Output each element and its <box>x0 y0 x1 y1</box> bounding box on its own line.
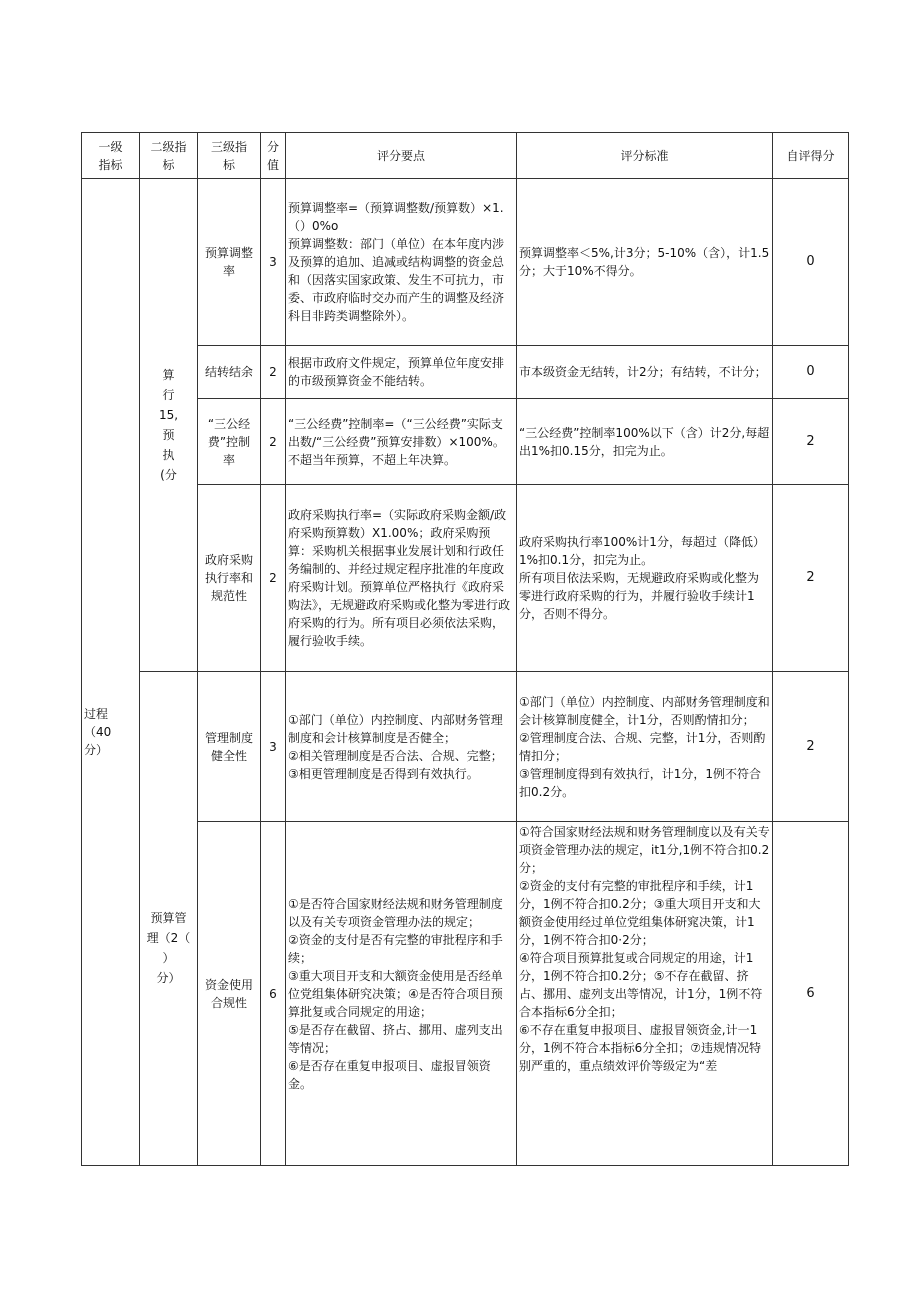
header-self-score: 自评得分 <box>773 133 849 179</box>
standard-cell: 预算调整率＜5%,计3分；5-10%（含），计1.5分；大于10%不得分。 <box>517 179 773 346</box>
table-row <box>82 346 849 399</box>
standard-cell: 市本级资金无结转，计2分；有结转，不计分； <box>517 346 773 399</box>
level2-cell-execution: 算 行 15, 预 执 (分 <box>140 179 198 672</box>
header-points: 评分要点 <box>286 133 517 179</box>
table-row <box>82 485 849 672</box>
score-cell: 6 <box>261 822 286 1166</box>
self-score-cell: 0 <box>773 179 849 346</box>
score-cell: 3 <box>261 179 286 346</box>
score-cell: 3 <box>261 672 286 822</box>
evaluation-table <box>81 132 849 1166</box>
header-level1: 一级 指标 <box>82 133 140 179</box>
self-score-cell: 2 <box>773 672 849 822</box>
table-row <box>82 672 849 822</box>
points-cell: “三公经费”控制率=（“三公经费”实际支出数/“三公经费”预算安排数）×100%。不超当年预算，不超上年决算。 <box>286 399 517 485</box>
self-score-cell: 2 <box>773 399 849 485</box>
level1-cell: 过程 （40 分） <box>82 179 140 1166</box>
points-cell: 政府采购执行率=（实际政府采购金额/政府采购预算数）X1.00%；政府采购预算：采购机关根据事业发展计划和行政任务编制的、并经过规定程序批准的年度政府采购计划。预算单位严格执行《政府采购法》，无规避政府采购或化整为零进行政府采购的行为。所有项目必须依法采购，履行验收手续。 <box>286 485 517 672</box>
indicator-cell: 管理制度 健全性 <box>198 672 261 822</box>
standard-cell: “三公经费”控制率100%以下（含）计2分,每超出1%扣0.15分，扣完为止。 <box>517 399 773 485</box>
table-row <box>82 822 849 1166</box>
header-standard: 评分标准 <box>517 133 773 179</box>
points-cell: 预算调整率=（预算调整数/预算数）×1.（）0%o 预算调整数：部门（单位）在本年度内涉及预算的追加、追减或结构调整的资金总和（因落实国家政策、发生不可抗力，市委、市政府临时交办而产生的调整及经济科目非跨类调整除外）。 <box>286 179 517 346</box>
self-score-cell: 2 <box>773 485 849 672</box>
indicator-cell: 预算调整 率 <box>198 179 261 346</box>
header-level2: 二级指 标 <box>140 133 198 179</box>
points-cell: 根据市政府文件规定，预算单位年度安排的市级预算资金不能结转。 <box>286 346 517 399</box>
standard-cell: ①符合国家财经法规和财务管理制度以及有关专项资金管理办法的规定，it1分,1例不符合扣0.2分； ②资金的支付有完整的审批程序和手续，计1分，1例不符合扣0.2分；③重大项目开支和大额资金使用经过单位党组集体研窕决策，计1分，1例不符合扣0·2分； ④符合项目预算批复或合同规定的用途，计1分，1例不符合扣0.2分；⑤不存在截留、挤占、挪用、虚列支出等情况，计1分，1例不符合本指标6分全扣； ⑥不存在重复申报项目、虚报冒领资金,计一1分，1例不符合本指标6分全扣；⑦违规情况特别严重的，重点绩效评价等级定为“差 <box>517 822 773 1166</box>
self-score-cell: 6 <box>773 822 849 1166</box>
standard-cell: ①部门（单位）内控制度、内部财务管理制度和会计核算制度健全，计1分，否则酌情扣分； ②管理制度合法、合规、完整，计1分，否则酌情扣分； ③管理制度得到有效执行，计1分，1例不符合扣0.2分。 <box>517 672 773 822</box>
header-level3: 三级指 标 <box>198 133 261 179</box>
points-cell: ①是否符合国家财经法规和财务管理制度以及有关专项资金管理办法的规定； ②资金的支付是否有完整的审批程序和手续； ③重大项目开支和大额资金使用是否经单位党组集体研究决策；④是否符合项目预算批复或合同规定的用途； ⑤是否存在截留、挤占、挪用、虚列支出等情况； ⑥是否存在重复申报项目、虚报冒领资金。 <box>286 822 517 1166</box>
indicator-cell: 资金使用 合规性 <box>198 822 261 1166</box>
indicator-cell: “三公经 费”控制 率 <box>198 399 261 485</box>
score-cell: 2 <box>261 399 286 485</box>
level2-cell-management: 预算管 理（2（ ） 分） <box>140 672 198 1166</box>
table-row <box>82 399 849 485</box>
header-row <box>82 133 849 179</box>
standard-cell: 政府采购执行率100%计1分，每超过（降低）1%扣0.1分，扣完为止。 所有项目依法采购，无规避政府采购或化整为零进行政府采购的行为，并履行验收手续计1分，否则不得分。 <box>517 485 773 672</box>
score-cell: 2 <box>261 485 286 672</box>
table-row <box>82 179 849 346</box>
indicator-cell: 政府采购 执行率和 规范性 <box>198 485 261 672</box>
points-cell: ①部门（单位）内控制度、内部财务管理制度和会计核算制度是否健全； ②相关管理制度是否合法、合规、完整； ③相更管理制度是否得到有效执行。 <box>286 672 517 822</box>
self-score-cell: 0 <box>773 346 849 399</box>
score-cell: 2 <box>261 346 286 399</box>
indicator-cell: 结转结余 <box>198 346 261 399</box>
header-score: 分 值 <box>261 133 286 179</box>
